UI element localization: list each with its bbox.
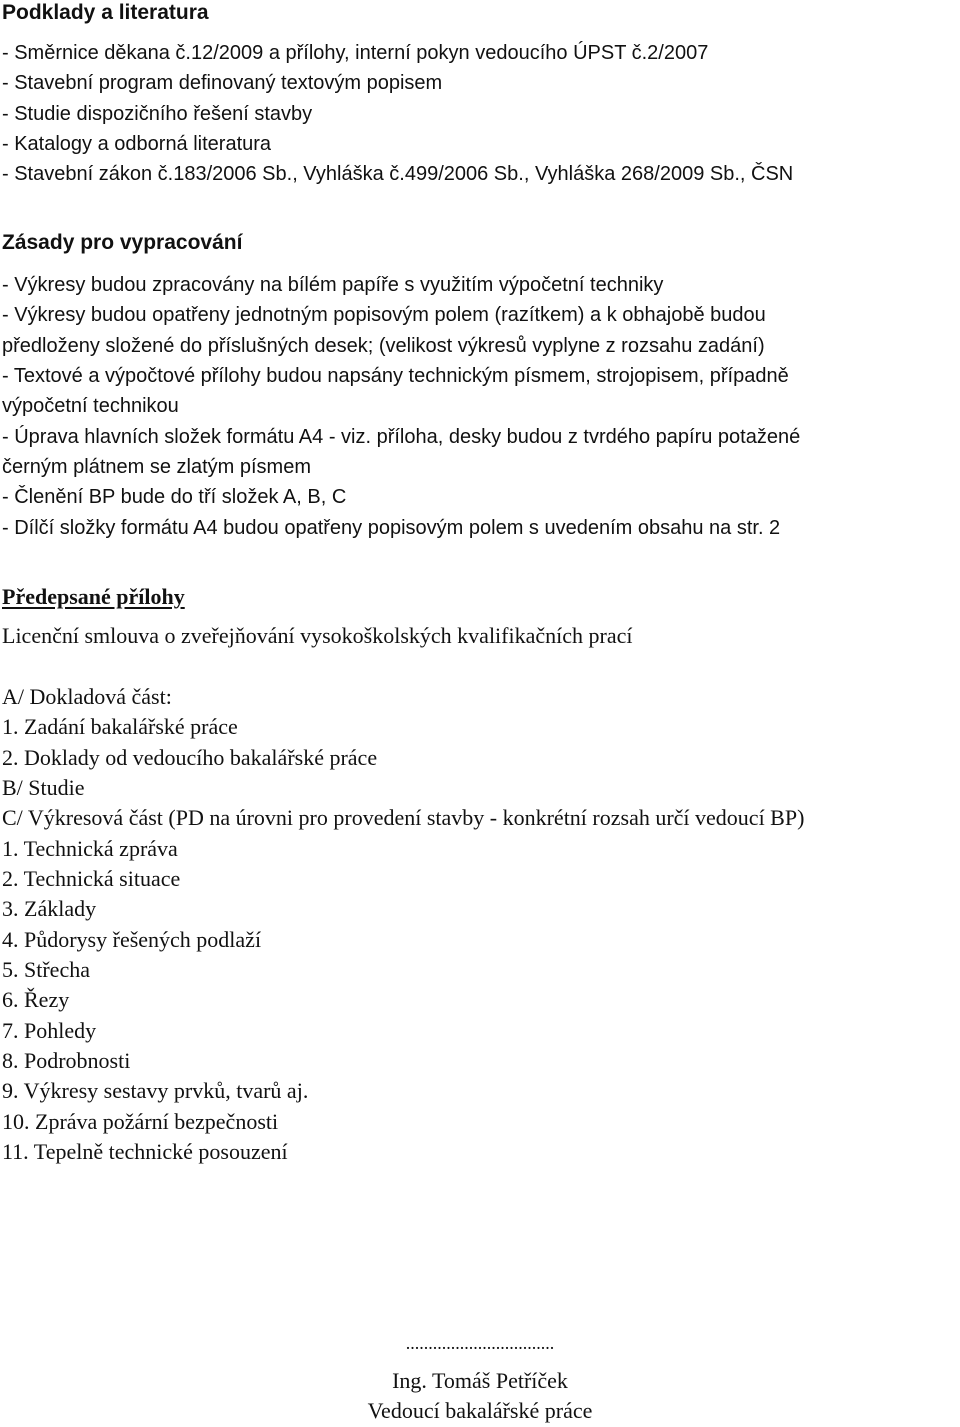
prilohy-line: 1. Zadání bakalářské práce (2, 714, 238, 739)
zasady-line: - Výkresy budou opatřeny jednotným popisovým polem (razítkem) a k obhajobě budou (2, 304, 766, 326)
prilohy-line: 6. Řezy (2, 987, 70, 1012)
podklady-item: - Katalogy a odborná literatura (2, 133, 272, 155)
prilohy-line: 3. Základy (2, 896, 97, 921)
prilohy-line: 10. Zpráva požární bezpečnosti (2, 1109, 279, 1134)
prilohy-line: 8. Podrobnosti (2, 1048, 131, 1073)
zasady-heading: Zásady pro vypracování (2, 231, 243, 254)
prilohy-line: A/ Dokladová část: (2, 684, 172, 709)
podklady-item: - Stavební program definovaný textovým popisem (2, 72, 443, 94)
podklady-item: - Studie dispozičního řešení stavby (2, 103, 313, 125)
prilohy-line: 2. Doklady od vedoucího bakalářské práce (2, 745, 378, 770)
zasady-line: - Textové a výpočtové přílohy budou napsány technickým písmem, strojopisem, případně (2, 365, 789, 387)
prilohy-heading: Předepsané přílohy (2, 584, 185, 609)
signature-dots: ................................. (405, 1333, 555, 1353)
licence-line: Licenční smlouva o zveřejňování vysokoškolských kvalifikačních prací (2, 623, 633, 648)
zasady-line: černým plátnem se zlatým písmem (2, 456, 311, 478)
signature-name: Ing. Tomáš Petříček (392, 1368, 568, 1393)
prilohy-line: 7. Pohledy (2, 1018, 97, 1043)
podklady-heading: Podklady a literatura (2, 1, 209, 24)
prilohy-line: 5. Střecha (2, 957, 90, 982)
signature-role: Vedoucí bakalářské práce (367, 1398, 593, 1423)
prilohy-line: 2. Technická situace (2, 866, 181, 891)
zasady-line: předloženy složené do příslušných desek; (velikost výkresů vyplyne z rozsahu zadání) (2, 335, 765, 357)
prilohy-line: B/ Studie (2, 775, 85, 800)
prilohy-line: 1. Technická zpráva (2, 836, 178, 861)
podklady-item: - Stavební zákon č.183/2006 Sb., Vyhláška č.499/2006 Sb., Vyhláška 268/2009 Sb., ČSN (2, 163, 794, 185)
zasady-line: výpočetní technikou (2, 395, 179, 417)
prilohy-line: 9. Výkresy sestavy prvků, tvarů aj. (2, 1078, 309, 1103)
prilohy-line: C/ Výkresová část (PD na úrovni pro provedení stavby - konkrétní rozsah určí vedoucí BP) (2, 805, 805, 830)
prilohy-line: 4. Půdorysy řešených podlaží (2, 927, 262, 952)
zasady-line: - Dílčí složky formátu A4 budou opatřeny popisovým polem s uvedením obsahu na str. 2 (2, 517, 781, 539)
zasady-line: - Úprava hlavních složek formátu A4 - viz. příloha, desky budou z tvrdého papíru potažené (2, 426, 801, 448)
zasady-line: - Členění BP bude do tří složek A, B, C (2, 486, 347, 508)
prilohy-line: 11. Tepelně technické posouzení (2, 1139, 288, 1164)
podklady-item: - Směrnice děkana č.12/2009 a přílohy, interní pokyn vedoucího ÚPST č.2/2007 (2, 42, 709, 64)
zasady-line: - Výkresy budou zpracovány na bílém papíře s využitím výpočetní techniky (2, 274, 664, 296)
